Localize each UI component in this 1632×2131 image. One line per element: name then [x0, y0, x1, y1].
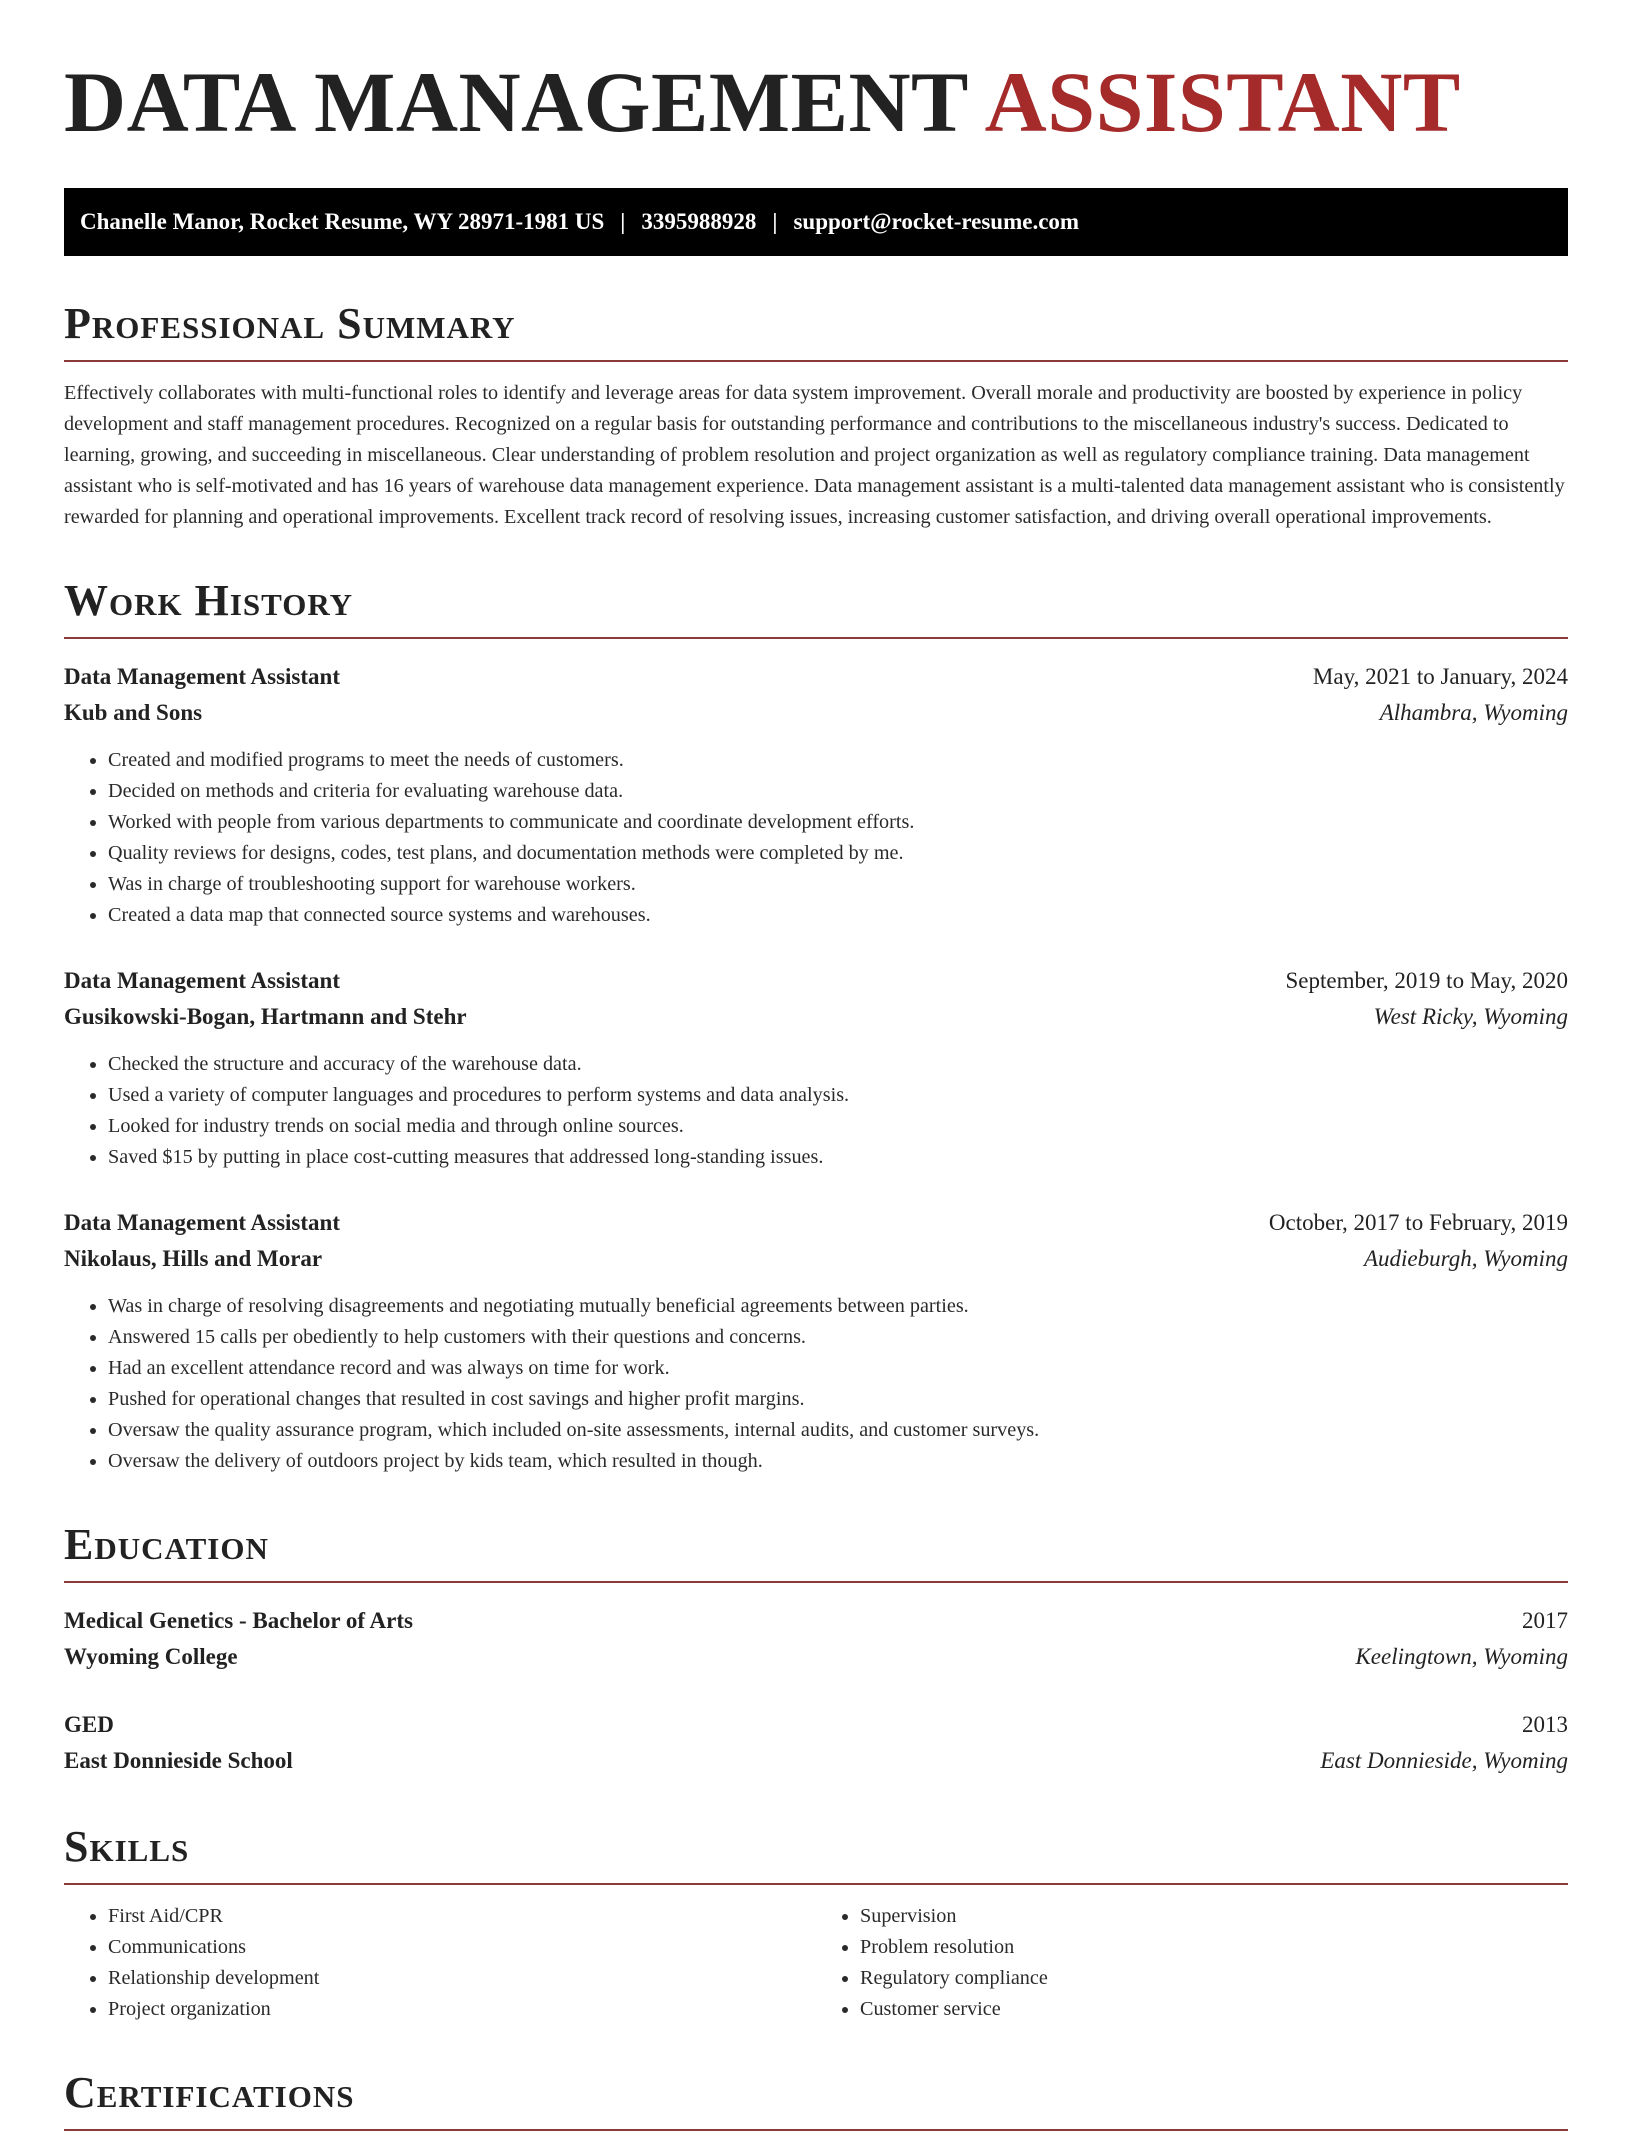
- education-entry: [64, 1603, 1568, 1675]
- contact-address: Chanelle Manor, Rocket Resume, WY 28971-1981 US: [80, 209, 605, 234]
- contact-phone: 3395988928: [641, 209, 757, 234]
- list-item: • Quality reviews for designs, codes, test plans, and documentation methods were completed by me.: [108, 838, 1568, 869]
- list-item: • Pushed for operational changes that resulted in cost savings and higher profit margins.: [108, 1384, 1568, 1415]
- job-bullets: [64, 745, 1568, 931]
- summary-text: Effectively collaborates with multi-functional roles to identify and leverage areas for data system improvement. Overall morale and productivity are boosted by experience in policy development and staff management procedures. Recognized on a regular basis for outstanding performance and contributions to the miscellaneous industry's success. Dedicated to learning, growing, and succeeding in miscellaneous. Clear understanding of problem resolution and project organization as well as regulatory compliance training. Data management assistant who is self-motivated and has 16 years of warehouse data management experience. Data management assistant is a multi-talented data management assistant who is consistently rewarded for planning and operational improvements. Excellent track record of resolving issues, increasing customer satisfaction, and driving overall operational improvements.: [64, 382, 1565, 528]
- education-school: Wyoming College: [64, 1644, 238, 1669]
- list-item: • Created a data map that connected source systems and warehouses.: [108, 900, 1568, 931]
- job-role: Data Management Assistant: [64, 664, 340, 689]
- contact-bar: [64, 188, 1568, 256]
- job-role: Data Management Assistant: [64, 1210, 340, 1235]
- job-dates: September, 2019 to May, 2020: [1285, 968, 1568, 993]
- list-item: • Checked the structure and accuracy of the warehouse data.: [108, 1049, 1568, 1080]
- section-title-summary: Professional Summary: [64, 300, 1568, 362]
- job-company: Kub and Sons: [64, 700, 203, 725]
- job-company: Gusikowski-Bogan, Hartmann and Stehr: [64, 1004, 467, 1029]
- skill-item: • Regulatory compliance: [860, 1963, 1568, 1994]
- job-company: Nikolaus, Hills and Morar: [64, 1246, 323, 1271]
- list-item: • Answered 15 calls per obediently to help customers with their questions and concerns.: [108, 1322, 1568, 1353]
- resume-name: [64, 52, 1568, 152]
- job-bullets: [64, 1291, 1568, 1477]
- section-title-certifications: Certifications: [64, 2069, 1568, 2131]
- job-entry: [64, 963, 1568, 1173]
- list-item: • Oversaw the quality assurance program, which included on-site assessments, internal audits, and customer surveys.: [108, 1415, 1568, 1446]
- job-location: West Ricky, Wyoming: [1373, 1004, 1568, 1029]
- job-location: Audieburgh, Wyoming: [1363, 1246, 1568, 1271]
- skill-item: • Supervision: [860, 1901, 1568, 1932]
- job-location: Alhambra, Wyoming: [1379, 700, 1568, 725]
- skills-section: [64, 1823, 1568, 2025]
- list-item: • Used a variety of computer languages and procedures to perform systems and data analysis.: [108, 1080, 1568, 1111]
- education-year: 2013: [1522, 1712, 1568, 1737]
- list-item: • Decided on methods and criteria for evaluating warehouse data.: [108, 776, 1568, 807]
- contact-email: support@rocket-resume.com: [793, 209, 1080, 234]
- section-title-skills: Skills: [64, 1823, 1568, 1885]
- skills-grid: [64, 1901, 1568, 2025]
- job-entry: [64, 1205, 1568, 1477]
- skill-item: • Customer service: [860, 1994, 1568, 2025]
- skills-column-left: [64, 1901, 816, 2025]
- skill-item: • Problem resolution: [860, 1932, 1568, 1963]
- section-title-work-history: Work History: [64, 577, 1568, 639]
- education-section: [64, 1521, 1568, 1779]
- list-item: • Looked for industry trends on social media and through online sources.: [108, 1111, 1568, 1142]
- job-role: Data Management Assistant: [64, 968, 340, 993]
- certifications-section: [64, 2069, 1568, 2131]
- job-dates: May, 2021 to January, 2024: [1312, 664, 1568, 689]
- job-entry: [64, 659, 1568, 931]
- list-item: • Created and modified programs to meet the needs of customers.: [108, 745, 1568, 776]
- education-entry: [64, 1707, 1568, 1779]
- contact-separator: |: [772, 209, 778, 234]
- list-item: • Worked with people from various departments to communicate and coordinate development efforts.: [108, 807, 1568, 838]
- section-title-education: Education: [64, 1521, 1568, 1583]
- education-degree: Medical Genetics - Bachelor of Arts: [64, 1608, 413, 1633]
- education-degree: GED: [64, 1712, 114, 1737]
- skill-item: • Communications: [108, 1932, 816, 1963]
- education-location: East Donnieside, Wyoming: [1320, 1748, 1568, 1773]
- name-last: ASSISTANT: [984, 54, 1461, 150]
- skill-item: • Project organization: [108, 1994, 816, 2025]
- summary-section: [64, 300, 1568, 533]
- job-dates: October, 2017 to February, 2019: [1268, 1210, 1568, 1235]
- list-item: • Had an excellent attendance record and was always on time for work.: [108, 1353, 1568, 1384]
- education-school: East Donnieside School: [64, 1748, 293, 1773]
- job-bullets: [64, 1049, 1568, 1173]
- skills-column-right: [816, 1901, 1568, 2025]
- contact-separator: |: [620, 209, 626, 234]
- work-history-section: [64, 577, 1568, 1477]
- education-year: 2017: [1522, 1608, 1568, 1633]
- list-item: • Was in charge of resolving disagreements and negotiating mutually beneficial agreements between parties.: [108, 1291, 1568, 1322]
- list-item: • Was in charge of troubleshooting support for warehouse workers.: [108, 869, 1568, 900]
- list-item: • Saved $15 by putting in place cost-cutting measures that addressed long-standing issues.: [108, 1142, 1568, 1173]
- name-first: DATA MANAGEMENT: [64, 54, 968, 150]
- list-item: • Oversaw the delivery of outdoors project by kids team, which resulted in though.: [108, 1446, 1568, 1477]
- skill-item: • Relationship development: [108, 1963, 816, 1994]
- skill-item: • First Aid/CPR: [108, 1901, 816, 1932]
- education-location: Keelingtown, Wyoming: [1355, 1644, 1568, 1669]
